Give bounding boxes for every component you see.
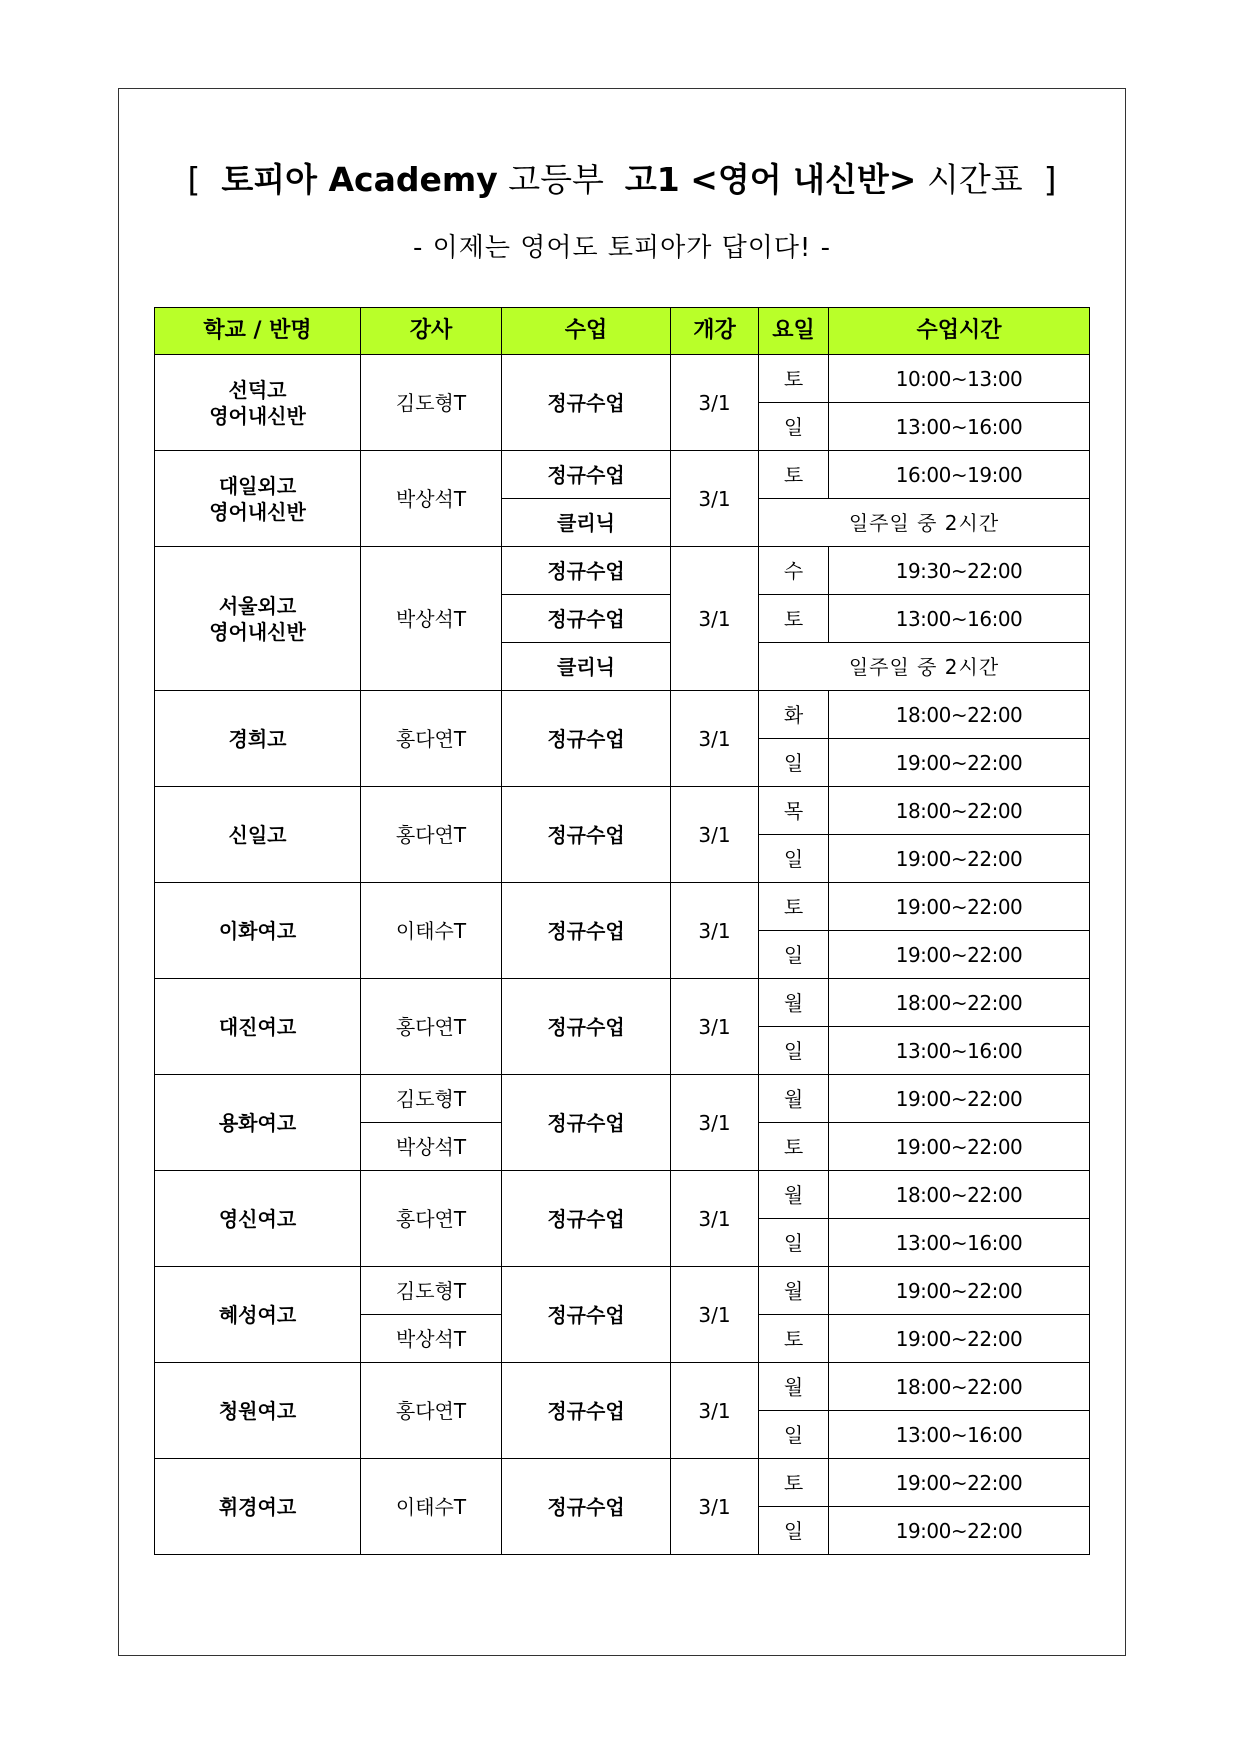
start-date-cell: 3/1 xyxy=(671,1363,759,1459)
table-row xyxy=(155,979,1090,1027)
school-name-line: 영신여고 xyxy=(218,1206,297,1231)
day-cell: 일 xyxy=(759,835,829,883)
time-cell: 10:00~13:00 xyxy=(829,355,1090,403)
course-cell: 정규수업 xyxy=(502,1075,671,1171)
table-row xyxy=(155,1459,1090,1507)
start-date-cell: 3/1 xyxy=(671,547,759,691)
start-date-cell: 3/1 xyxy=(671,883,759,979)
timetable-header-row xyxy=(155,308,1090,355)
timetable xyxy=(154,307,1090,1555)
day-cell: 월 xyxy=(759,1171,829,1219)
teacher-cell: 김도형T xyxy=(361,1075,502,1123)
schedule-note-cell: 일주일 중 2시간 xyxy=(759,643,1090,691)
table-row xyxy=(155,691,1090,739)
schedule-note-cell: 일주일 중 2시간 xyxy=(759,499,1090,547)
school-name-cell xyxy=(155,1459,361,1555)
course-cell: 정규수업 xyxy=(502,547,671,595)
page-title xyxy=(118,156,1126,204)
day-cell: 일 xyxy=(759,931,829,979)
time-cell: 13:00~16:00 xyxy=(829,1219,1090,1267)
day-cell: 토 xyxy=(759,1315,829,1363)
time-cell: 13:00~16:00 xyxy=(829,595,1090,643)
school-name-cell xyxy=(155,787,361,883)
table-row xyxy=(155,1171,1090,1219)
school-name-line: 휘경여고 xyxy=(218,1494,297,1519)
time-cell: 19:00~22:00 xyxy=(829,1459,1090,1507)
day-cell: 토 xyxy=(759,595,829,643)
course-cell: 정규수업 xyxy=(502,979,671,1075)
teacher-cell: 홍다연T xyxy=(361,691,502,787)
school-name-line: 경희고 xyxy=(228,726,287,751)
school-name-line: 용화여고 xyxy=(218,1110,297,1135)
time-cell: 19:00~22:00 xyxy=(829,835,1090,883)
day-cell: 토 xyxy=(759,355,829,403)
table-row xyxy=(155,1363,1090,1411)
course-cell: 클리닉 xyxy=(502,643,671,691)
time-cell: 18:00~22:00 xyxy=(829,979,1090,1027)
teacher-cell: 김도형T xyxy=(361,1267,502,1315)
time-cell: 13:00~16:00 xyxy=(829,403,1090,451)
time-cell: 19:30~22:00 xyxy=(829,547,1090,595)
day-cell: 월 xyxy=(759,979,829,1027)
school-name-cell xyxy=(155,979,361,1075)
day-cell: 목 xyxy=(759,787,829,835)
teacher-cell: 홍다연T xyxy=(361,1171,502,1267)
teacher-cell: 홍다연T xyxy=(361,979,502,1075)
time-cell: 19:00~22:00 xyxy=(829,883,1090,931)
teacher-cell: 이태수T xyxy=(361,883,502,979)
start-date-cell: 3/1 xyxy=(671,1459,759,1555)
day-cell: 일 xyxy=(759,1027,829,1075)
teacher-cell: 박상석T xyxy=(361,547,502,691)
teacher-cell: 이태수T xyxy=(361,1459,502,1555)
day-cell: 토 xyxy=(759,1123,829,1171)
school-name-cell xyxy=(155,1363,361,1459)
school-name-line: 이화여고 xyxy=(218,918,297,943)
start-date-cell: 3/1 xyxy=(671,1171,759,1267)
day-cell: 토 xyxy=(759,1459,829,1507)
title-course: <영어 내신반> xyxy=(690,160,917,199)
table-row xyxy=(155,1075,1090,1123)
table-row xyxy=(155,547,1090,595)
time-cell: 18:00~22:00 xyxy=(829,1171,1090,1219)
title-close-bracket: ] xyxy=(1043,160,1057,199)
day-cell: 토 xyxy=(759,883,829,931)
table-row xyxy=(155,1267,1090,1315)
course-cell: 정규수업 xyxy=(502,595,671,643)
time-cell: 19:00~22:00 xyxy=(829,1315,1090,1363)
school-name-cell xyxy=(155,547,361,691)
course-cell: 정규수업 xyxy=(502,883,671,979)
course-cell: 정규수업 xyxy=(502,1459,671,1555)
course-cell: 정규수업 xyxy=(502,1267,671,1363)
day-cell: 월 xyxy=(759,1267,829,1315)
time-cell: 18:00~22:00 xyxy=(829,691,1090,739)
school-name-line: 선덕고 xyxy=(228,377,287,402)
start-date-cell: 3/1 xyxy=(671,1267,759,1363)
time-cell: 19:00~22:00 xyxy=(829,1075,1090,1123)
title-division: 고등부 xyxy=(508,160,604,199)
day-cell: 일 xyxy=(759,1507,829,1555)
teacher-cell: 박상석T xyxy=(361,1315,502,1363)
day-cell: 월 xyxy=(759,1363,829,1411)
day-cell: 수 xyxy=(759,547,829,595)
school-name-line: 청원여고 xyxy=(218,1398,297,1423)
time-cell: 19:00~22:00 xyxy=(829,1507,1090,1555)
header-time: 수업시간 xyxy=(829,308,1090,355)
day-cell: 월 xyxy=(759,1075,829,1123)
start-date-cell: 3/1 xyxy=(671,1075,759,1171)
day-cell: 일 xyxy=(759,1411,829,1459)
teacher-cell: 홍다연T xyxy=(361,787,502,883)
school-name-cell xyxy=(155,355,361,451)
course-cell: 정규수업 xyxy=(502,691,671,787)
teacher-cell: 박상석T xyxy=(361,1123,502,1171)
time-cell: 19:00~22:00 xyxy=(829,739,1090,787)
school-name-line: 신일고 xyxy=(228,822,287,847)
school-name-line: 서울외고 xyxy=(218,593,297,618)
school-name-line: 혜성여고 xyxy=(218,1302,297,1327)
day-cell: 일 xyxy=(759,739,829,787)
header-teacher: 강사 xyxy=(361,308,502,355)
start-date-cell: 3/1 xyxy=(671,979,759,1075)
school-name-cell xyxy=(155,691,361,787)
school-name-cell xyxy=(155,1267,361,1363)
course-cell: 정규수업 xyxy=(502,1171,671,1267)
school-name-cell xyxy=(155,451,361,547)
table-row xyxy=(155,883,1090,931)
school-name-cell xyxy=(155,883,361,979)
title-grade: 고1 xyxy=(624,160,680,199)
day-cell: 화 xyxy=(759,691,829,739)
start-date-cell: 3/1 xyxy=(671,355,759,451)
time-cell: 13:00~16:00 xyxy=(829,1411,1090,1459)
time-cell: 18:00~22:00 xyxy=(829,1363,1090,1411)
course-cell: 클리닉 xyxy=(502,499,671,547)
start-date-cell: 3/1 xyxy=(671,691,759,787)
time-cell: 19:00~22:00 xyxy=(829,931,1090,979)
school-name-cell xyxy=(155,1171,361,1267)
header-course: 수업 xyxy=(502,308,671,355)
table-row xyxy=(155,451,1090,499)
course-cell: 정규수업 xyxy=(502,1363,671,1459)
course-cell: 정규수업 xyxy=(502,355,671,451)
time-cell: 19:00~22:00 xyxy=(829,1123,1090,1171)
start-date-cell: 3/1 xyxy=(671,787,759,883)
school-name-cell xyxy=(155,1075,361,1171)
school-name-line: 영어내신반 xyxy=(209,619,306,644)
header-start: 개강 xyxy=(671,308,759,355)
school-name-line: 영어내신반 xyxy=(209,499,306,524)
school-name-line: 대일외고 xyxy=(218,473,297,498)
table-row xyxy=(155,355,1090,403)
teacher-cell: 박상석T xyxy=(361,451,502,547)
title-open-bracket: [ xyxy=(187,160,201,199)
header-day: 요일 xyxy=(759,308,829,355)
day-cell: 일 xyxy=(759,403,829,451)
school-name-line: 영어내신반 xyxy=(209,403,306,428)
title-brand: 토피아 Academy xyxy=(221,160,498,199)
table-row xyxy=(155,787,1090,835)
day-cell: 토 xyxy=(759,451,829,499)
time-cell: 16:00~19:00 xyxy=(829,451,1090,499)
header-school: 학교 / 반명 xyxy=(155,308,361,355)
school-name-line: 대진여고 xyxy=(218,1014,297,1039)
time-cell: 13:00~16:00 xyxy=(829,1027,1090,1075)
start-date-cell: 3/1 xyxy=(671,451,759,547)
course-cell: 정규수업 xyxy=(502,451,671,499)
title-suffix: 시간표 xyxy=(926,160,1023,199)
teacher-cell: 김도형T xyxy=(361,355,502,451)
time-cell: 18:00~22:00 xyxy=(829,787,1090,835)
time-cell: 19:00~22:00 xyxy=(829,1267,1090,1315)
teacher-cell: 홍다연T xyxy=(361,1363,502,1459)
course-cell: 정규수업 xyxy=(502,787,671,883)
page-subtitle: - 이제는 영어도 토피아가 답이다! - xyxy=(412,233,832,263)
day-cell: 일 xyxy=(759,1219,829,1267)
